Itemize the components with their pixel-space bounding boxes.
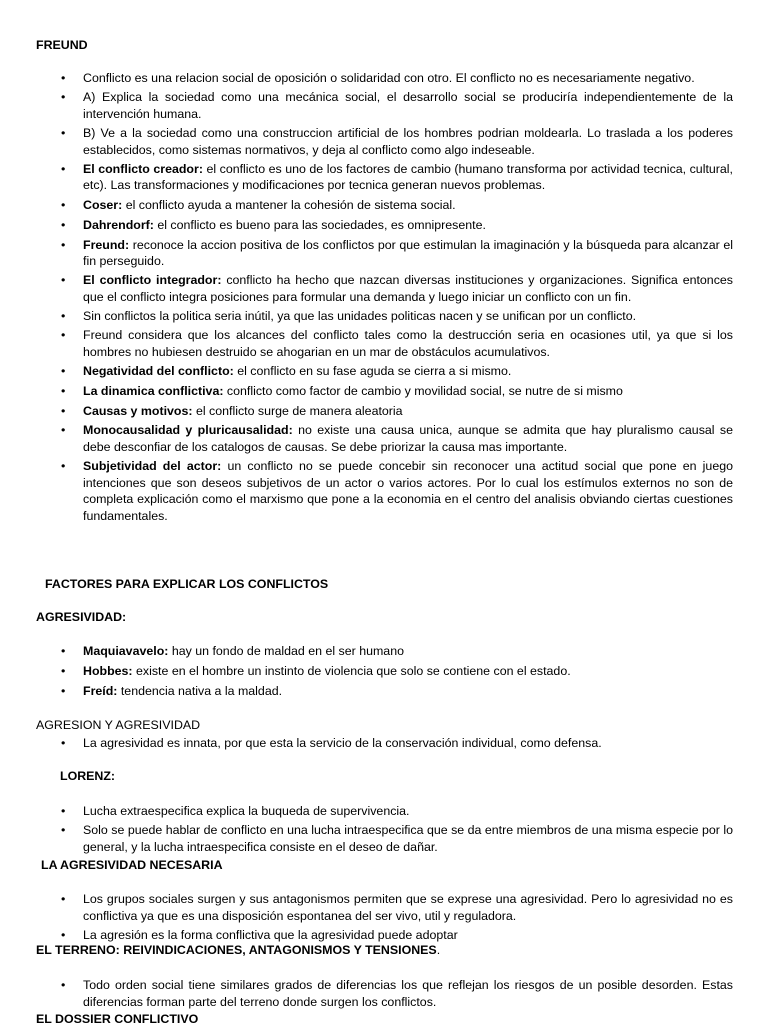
heading-freund: FREUND: [36, 38, 88, 52]
list-item: [83, 125, 733, 158]
necesaria-list: [0, 891, 768, 943]
list-item: [83, 237, 733, 270]
list-item: [83, 891, 733, 924]
list-item: [83, 89, 733, 122]
terreno-title-text: EL TERRENO: REIVINDICACIONES, ANTAGONISMOS Y TENSIONES: [36, 943, 437, 957]
list-item: [83, 161, 733, 194]
list-item-text: reconoce la accion positiva de los conflictos por que estimulan la imaginación y la búsqueda para alcanzar el fin perseguido.: [83, 237, 733, 269]
list-item: [83, 383, 733, 400]
list-item: [83, 70, 733, 87]
list-item-term: Monocausalidad y pluricausalidad:: [83, 423, 293, 438]
list-item: [83, 308, 733, 325]
terreno-title-suffix: .: [436, 943, 441, 957]
list-item: [83, 422, 733, 455]
list-item: [83, 197, 733, 214]
heading-agresividad: AGRESIVIDAD:: [36, 610, 127, 624]
freund-list: [0, 70, 768, 524]
list-item: [83, 803, 733, 820]
list-item-term: Subjetividad del actor:: [83, 458, 222, 473]
list-item: [83, 403, 733, 420]
list-item-text: Lucha extraespecifica explica la buqueda de supervivencia.: [83, 804, 410, 818]
list-item-term: La dinamica conflictiva:: [83, 384, 224, 399]
list-item: [83, 822, 733, 855]
list-item-text: el conflicto en su fase aguda se cierra a si mismo.: [233, 364, 512, 379]
list-item-term: Negatividad del conflicto:: [83, 364, 234, 379]
heading-factores: FACTORES PARA EXPLICAR LOS CONFLICTOS: [45, 577, 329, 591]
list-item-term: Freíd:: [83, 683, 118, 698]
list-item-text: Sin conflictos la politica seria inútil, ya que las unidades politicas nacen y se unifican por un conflicto.: [83, 309, 637, 324]
list-item-text: el conflicto surge de manera aleatoria: [192, 404, 403, 418]
list-item-text: La agresión es la forma conflictiva que la agresividad puede adoptar: [83, 927, 458, 942]
list-item: [83, 363, 733, 380]
list-item-text: un conflicto no se puede concebir sin reconocer una actitud social que pone en juego intenciones que son deseos subjetivos de un actor o varios actores. Por lo cual los estímulos externos no son de completa explicación como el marxismo que pone a la economia en el centro del analisis obviando ciertas cuestiones fundamentales.: [83, 458, 733, 523]
list-item: [83, 735, 733, 752]
list-item: [83, 643, 733, 660]
lorenz-list: [0, 803, 768, 855]
list-item: [83, 977, 733, 1010]
list-item: [83, 927, 733, 944]
agresividad-list: [0, 643, 768, 700]
list-item-term: El conflicto creador:: [83, 161, 203, 176]
terreno-list: [0, 977, 768, 1010]
list-item-text: conflicto ha hecho que nazcan diversas instituciones y organizaciones. Significa entonces que el conflicto integra posiciones para formular una demanda y luego iniciar un conflicto con un fin.: [83, 273, 733, 304]
list-item-term: Freund:: [83, 237, 130, 252]
agresion-list: [0, 735, 768, 752]
list-item: [83, 272, 733, 305]
list-item-text: no existe una causa unica, aunque se admita que hay pluralismo causal se debe desconfiar de los catalogos de causas. Se debe priorizar la causa mas importante.: [83, 423, 733, 454]
list-item-text: existe en el hombre un instinto de violencia que solo se contiene con el estado.: [132, 663, 571, 678]
list-item-text: Conflicto es una relacion social de oposición o solidaridad con otro. El conflicto no es necesariamente negativo.: [83, 71, 695, 85]
list-item-text: el conflicto ayuda a mantener la cohesión de sistema social.: [122, 197, 456, 212]
list-item-text: Los grupos sociales surgen y sus antagonismos permiten que se exprese una agresividad. Pero lo agresividad no es conflictiva ya que es una disposición espontanea del ser vivo, util y reguladora.: [83, 892, 733, 923]
heading-dossier: EL DOSSIER CONFLICTIVO: [36, 1012, 199, 1026]
list-item-text: hay un fondo de maldad en el ser humano: [168, 644, 404, 658]
heading-lorenz: LORENZ:: [60, 769, 116, 783]
list-item-term: Causas y motivos:: [83, 404, 193, 418]
heading-agresion: AGRESION Y AGRESIVIDAD: [36, 718, 201, 732]
list-item: [83, 683, 733, 700]
list-item-text: A) Explica la sociedad como una mecánica social, el desarrollo social se produciría independientemente de la intervención humana.: [83, 90, 733, 121]
list-item-text: Solo se puede hablar de conflicto en una lucha intraespecifica que se da entre miembros de una misma especie por lo general, y la lucha intraespecifica consiste en el deseo de dañar.: [83, 823, 733, 854]
list-item-text: Freund considera que los alcances del conflicto tales como la destrucción seria en ocasiones util, ya que si los hombres no hubiesen destruido se ahogarian en un mar de obstáculos acumulativos.: [83, 328, 733, 359]
list-item: [83, 327, 733, 360]
list-item-text: tendencia nativa a la maldad.: [117, 683, 283, 698]
list-item-term: Maquiavavelo:: [83, 644, 169, 658]
heading-necesaria: LA AGRESIVIDAD NECESARIA: [41, 858, 223, 872]
list-item-text: La agresividad es innata, por que esta la servicio de la conservación individual, como defensa.: [83, 736, 602, 750]
list-item-term: Coser:: [83, 197, 123, 212]
list-item-text: Todo orden social tiene similares grados de diferencias los que reflejan los riesgos de un posible desorden. Estas diferencias forman parte del terreno donde surgen los conflictos.: [83, 978, 733, 1009]
heading-terreno: [36, 942, 440, 959]
list-item-term: Dahrendorf:: [83, 217, 154, 232]
list-item: [83, 458, 733, 524]
list-item-term: El conflicto integrador:: [83, 273, 222, 288]
list-item-text: conflicto como factor de cambio y movilidad social, se nutre de si mismo: [223, 384, 623, 399]
list-item-text: el conflicto es uno de los factores de cambio (humano transforma por actividad tecnica, cultural, etc). Las transformaciones y modificaciones por tecnica generan nuevos problemas.: [83, 161, 733, 193]
list-item-text: el conflicto es bueno para las sociedades, es omnipresente.: [153, 217, 486, 232]
list-item-term: Hobbes:: [83, 663, 133, 678]
list-item: [83, 663, 733, 680]
list-item: [83, 217, 733, 234]
list-item-text: B) Ve a la sociedad como una construccion artificial de los hombres podrian moldearla. Lo traslada a los poderes establecidos, como sistemas normativos, y deja al conflicto como algo indeseable.: [83, 125, 733, 157]
